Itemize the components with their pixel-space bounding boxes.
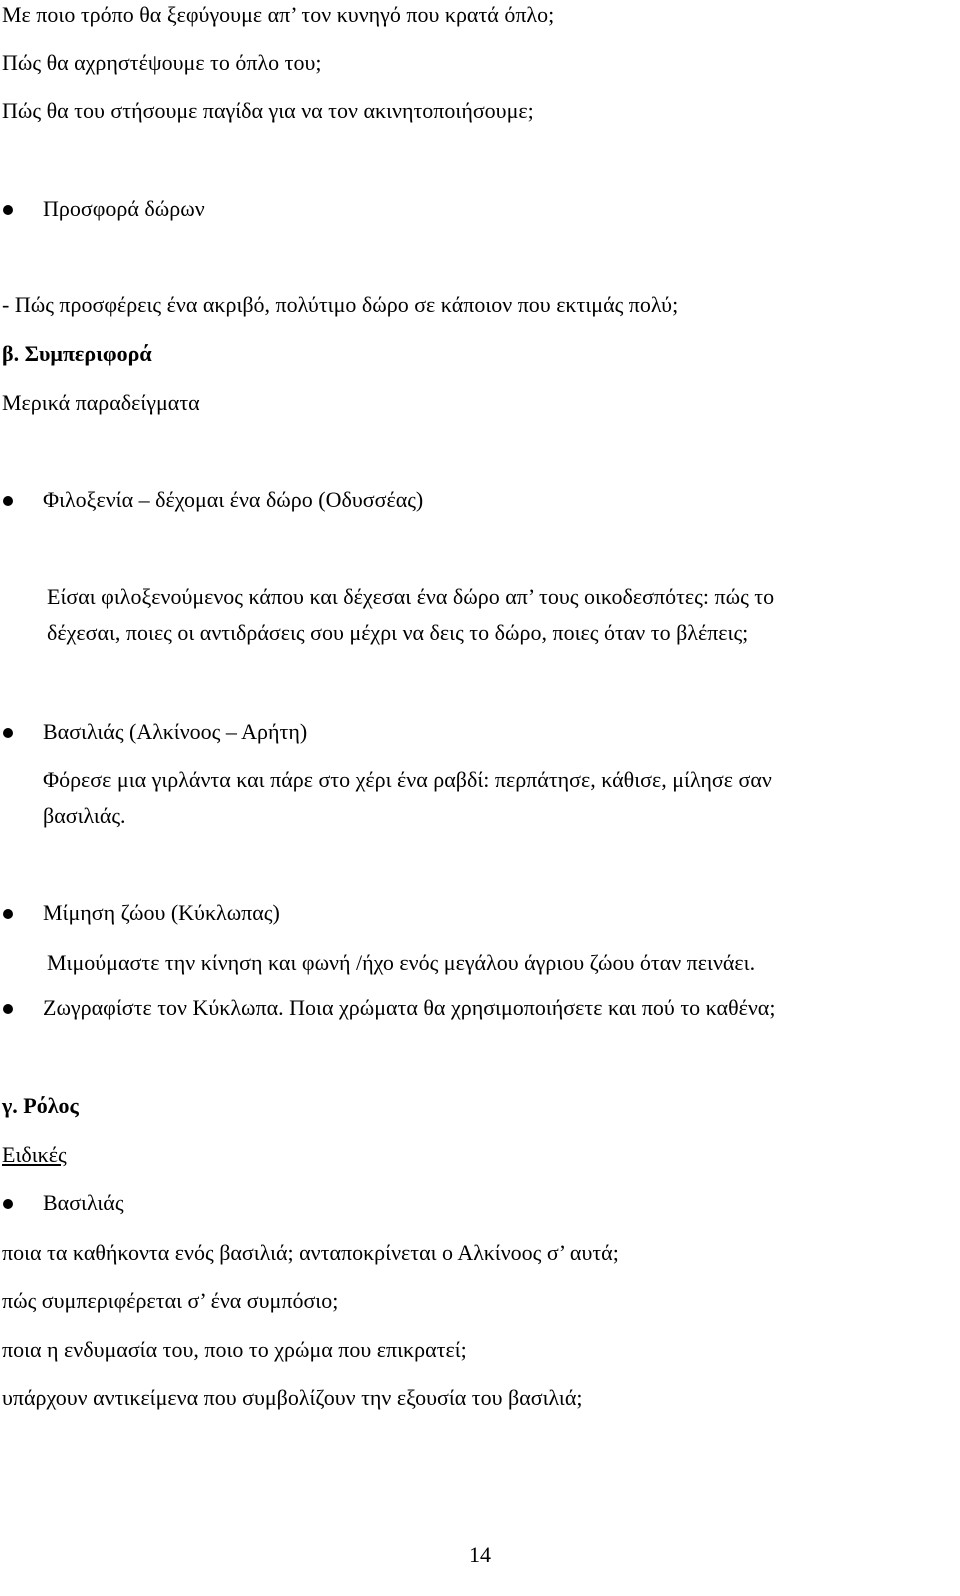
bullet-icon [3, 728, 13, 738]
role-king-heading: Βασιλιάς [43, 1190, 124, 1215]
animal-text: Μιμούμαστε την κίνηση και φωνή /ήχο ενός μεγάλου άγριου ζώου όταν πεινάει. [47, 950, 756, 975]
animal-heading: Μίμηση ζώου (Κύκλωπας) [43, 900, 280, 925]
section-b-title: β. Συμπεριφορά [2, 341, 152, 366]
role-question-1: ποια τα καθήκοντα ενός βασιλιά; ανταποκρίνεται ο Αλκίνοος σ’ αυτά; [2, 1240, 619, 1265]
king-text-line-1: Φόρεσε μια γιρλάντα και πάρε στο χέρι ένα ραβδί: περπάτησε, κάθισε, μίλησε σαν [43, 767, 772, 792]
king-heading: Βασιλιάς (Αλκίνοος – Αρήτη) [43, 719, 308, 744]
bullet-icon [3, 496, 13, 506]
section-c-title: γ. Ρόλος [2, 1093, 79, 1118]
role-question-3: ποια η ενδυμασία του, ποιο το χρώμα που επικρατεί; [2, 1337, 467, 1362]
bullet-icon [3, 1199, 13, 1209]
section-c-subtitle: Ειδικές [2, 1142, 67, 1167]
king-text-line-2: βασιλιάς. [43, 803, 126, 828]
intro-question-2: Πώς θα αχρηστέψουμε το όπλο του; [2, 50, 322, 75]
page-number: 14 [469, 1542, 491, 1567]
hospitality-heading: Φιλοξενία – δέχομαι ένα δώρο (Οδυσσέας) [43, 487, 424, 512]
role-question-4: υπάρχουν αντικείμενα που συμβολίζουν την εξουσία του βασιλιά; [2, 1385, 583, 1410]
role-question-2: πώς συμπεριφέρεται σ’ ένα συμπόσιο; [2, 1288, 339, 1313]
bullet-icon [3, 205, 13, 215]
intro-question-3: Πώς θα του στήσουμε παγίδα για να τον ακινητοποιήσουμε; [2, 98, 534, 123]
bullet-icon [3, 1004, 13, 1014]
section-b-subtitle: Μερικά παραδείγματα [2, 390, 200, 415]
intro-question-1: Με ποιο τρόπο θα ξεφύγουμε απ’ τον κυνηγό που κρατά όπλο; [2, 2, 555, 27]
draw-cyclops-text: Ζωγραφίστε τον Κύκλωπα. Ποια χρώματα θα χρησιμοποιήσετε και πού το καθένα; [43, 995, 776, 1020]
gift-offer-question: - Πώς προσφέρεις ένα ακριβό, πολύτιμο δώρο σε κάποιον που εκτιμάς πολύ; [2, 292, 679, 317]
gift-offer-heading: Προσφορά δώρων [43, 196, 205, 221]
hospitality-text-line-1: Είσαι φιλοξενούμενος κάπου και δέχεσαι ένα δώρο απ’ τους οικοδεσπότες: πώς το [47, 584, 775, 609]
bullet-icon [3, 909, 13, 919]
hospitality-text-line-2: δέχεσαι, ποιες οι αντιδράσεις σου μέχρι να δεις το δώρο, ποιες όταν το βλέπεις; [47, 620, 749, 645]
